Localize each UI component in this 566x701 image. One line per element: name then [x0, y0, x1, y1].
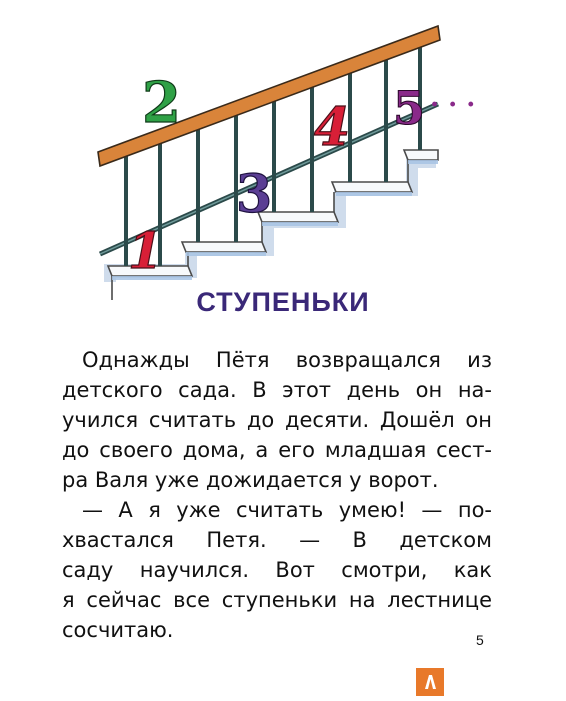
story-line: детского сада. В этот день он на-: [62, 378, 492, 402]
story-line: до своего дома, а его младшая сест-: [62, 438, 492, 462]
story-text: [62, 345, 492, 645]
ellipsis: . . .: [430, 83, 476, 113]
number-2: 2: [142, 70, 181, 136]
story-line: Однажды Пётя возвращался из: [82, 348, 492, 372]
story-line: саду научился. Вот смотри, как: [62, 558, 492, 582]
page-number: 5: [476, 632, 484, 648]
number-5: 5: [393, 81, 426, 135]
story-title: СТУПЕНЬКИ: [196, 287, 370, 317]
story-line: хвастался Петя. — В детском: [62, 528, 492, 552]
number-1: 1: [128, 221, 163, 280]
story-line: учился считать до десяти. Дошёл он: [62, 408, 492, 432]
story-line: — А я уже считать умею! — по-: [82, 498, 492, 522]
story-line: ра Валя уже дожидается у ворот.: [62, 468, 439, 492]
step-numbers: [128, 70, 475, 280]
staircase-illustration: [0, 0, 566, 300]
publisher-logo-icon: [416, 668, 444, 696]
story-line: я сейчас все ступеньки на лестнице: [62, 588, 492, 612]
number-3: 3: [236, 164, 273, 225]
number-4: 4: [314, 97, 351, 158]
story-line: сосчитаю.: [62, 618, 174, 642]
